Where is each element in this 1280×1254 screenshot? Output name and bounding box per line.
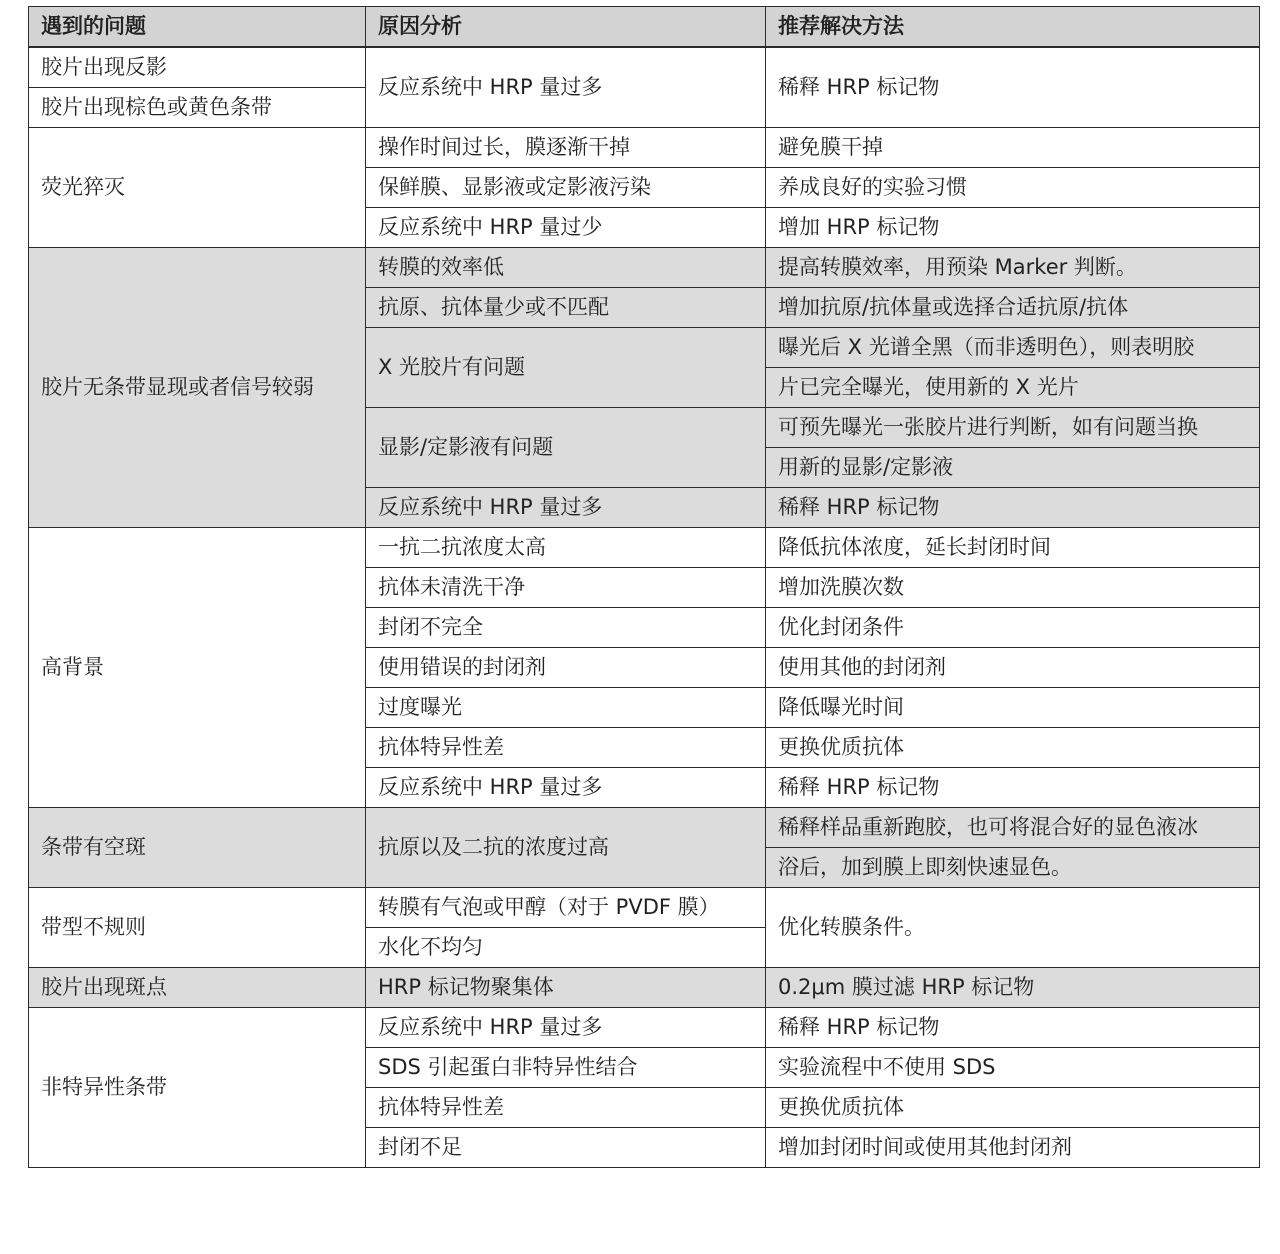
- solution-cell: 增加封闭时间或使用其他封闭剂: [766, 1128, 1260, 1168]
- header-row: [29, 7, 1260, 48]
- cause-cell: 抗体特异性差: [366, 728, 766, 768]
- solution-cell: 用新的显影/定影液: [766, 448, 1260, 488]
- table-row: [29, 808, 1260, 848]
- solution-cell: 稀释 HRP 标记物: [766, 488, 1260, 528]
- cause-cell: 反应系统中 HRP 量过多: [366, 488, 766, 528]
- solution-cell: 降低抗体浓度，延长封闭时间: [766, 528, 1260, 568]
- solution-cell: 稀释 HRP 标记物: [766, 1008, 1260, 1048]
- table-row: [29, 968, 1260, 1008]
- solution-cell: 可预先曝光一张胶片进行判断，如有问题当换: [766, 408, 1260, 448]
- cause-cell: 过度曝光: [366, 688, 766, 728]
- table-row: [29, 888, 1260, 928]
- header-problem: 遇到的问题: [29, 7, 366, 48]
- cause-cell: 反应系统中 HRP 量过多: [366, 47, 766, 128]
- solution-cell: 更换优质抗体: [766, 728, 1260, 768]
- solution-cell: 稀释样品重新跑胶，也可将混合好的显色液冰: [766, 808, 1260, 848]
- cause-cell: 转膜的效率低: [366, 248, 766, 288]
- cause-cell: HRP 标记物聚集体: [366, 968, 766, 1008]
- cause-cell: 抗体未清洗干净: [366, 568, 766, 608]
- table-header: [29, 7, 1260, 48]
- solution-cell: 曝光后 X 光谱全黑（而非透明色），则表明胶: [766, 328, 1260, 368]
- cause-cell: SDS 引起蛋白非特异性结合: [366, 1048, 766, 1088]
- solution-cell: 稀释 HRP 标记物: [766, 47, 1260, 128]
- solution-cell: 优化封闭条件: [766, 608, 1260, 648]
- cause-cell: 转膜有气泡或甲醇（对于 PVDF 膜）: [366, 888, 766, 928]
- solution-cell: 优化转膜条件。: [766, 888, 1260, 968]
- cause-cell: 抗体特异性差: [366, 1088, 766, 1128]
- solution-cell: 养成良好的实验习惯: [766, 168, 1260, 208]
- problem-cell: 条带有空斑: [29, 808, 366, 888]
- cause-cell: 水化不均匀: [366, 928, 766, 968]
- solution-cell: 增加抗原/抗体量或选择合适抗原/抗体: [766, 288, 1260, 328]
- solution-cell: 增加洗膜次数: [766, 568, 1260, 608]
- table-row: [29, 1008, 1260, 1048]
- cause-cell: X 光胶片有问题: [366, 328, 766, 408]
- problem-cell: 胶片无条带显现或者信号较弱: [29, 248, 366, 528]
- problem-cell: 非特异性条带: [29, 1008, 366, 1168]
- solution-cell: 浴后，加到膜上即刻快速显色。: [766, 848, 1260, 888]
- cause-cell: 反应系统中 HRP 量过多: [366, 1008, 766, 1048]
- problem-cell: 胶片出现反影: [29, 47, 366, 88]
- problem-cell: 带型不规则: [29, 888, 366, 968]
- table-row: [29, 47, 1260, 88]
- problem-cell: 荧光猝灭: [29, 128, 366, 248]
- header-cause: 原因分析: [366, 7, 766, 48]
- cause-cell: 一抗二抗浓度太高: [366, 528, 766, 568]
- cause-cell: 操作时间过长，膜逐渐干掉: [366, 128, 766, 168]
- problem-cell: 胶片出现斑点: [29, 968, 366, 1008]
- cause-cell: 抗原、抗体量少或不匹配: [366, 288, 766, 328]
- solution-cell: 避免膜干掉: [766, 128, 1260, 168]
- cause-cell: 封闭不完全: [366, 608, 766, 648]
- solution-cell: 0.2μm 膜过滤 HRP 标记物: [766, 968, 1260, 1008]
- header-solution: 推荐解决方法: [766, 7, 1260, 48]
- solution-cell: 提高转膜效率，用预染 Marker 判断。: [766, 248, 1260, 288]
- table-body: [29, 47, 1260, 1168]
- cause-cell: 保鲜膜、显影液或定影液污染: [366, 168, 766, 208]
- cause-cell: 反应系统中 HRP 量过少: [366, 208, 766, 248]
- troubleshooting-table-wrapper: [28, 6, 1260, 1168]
- problem-cell: 胶片出现棕色或黄色条带: [29, 88, 366, 128]
- solution-cell: 降低曝光时间: [766, 688, 1260, 728]
- solution-cell: 实验流程中不使用 SDS: [766, 1048, 1260, 1088]
- cause-cell: 显影/定影液有问题: [366, 408, 766, 488]
- table-row: [29, 528, 1260, 568]
- troubleshooting-table: [28, 6, 1260, 1168]
- problem-cell: 高背景: [29, 528, 366, 808]
- solution-cell: 稀释 HRP 标记物: [766, 768, 1260, 808]
- table-row: [29, 248, 1260, 288]
- solution-cell: 更换优质抗体: [766, 1088, 1260, 1128]
- cause-cell: 反应系统中 HRP 量过多: [366, 768, 766, 808]
- solution-cell: 增加 HRP 标记物: [766, 208, 1260, 248]
- solution-cell: 使用其他的封闭剂: [766, 648, 1260, 688]
- cause-cell: 使用错误的封闭剂: [366, 648, 766, 688]
- cause-cell: 封闭不足: [366, 1128, 766, 1168]
- solution-cell: 片已完全曝光，使用新的 X 光片: [766, 368, 1260, 408]
- cause-cell: 抗原以及二抗的浓度过高: [366, 808, 766, 888]
